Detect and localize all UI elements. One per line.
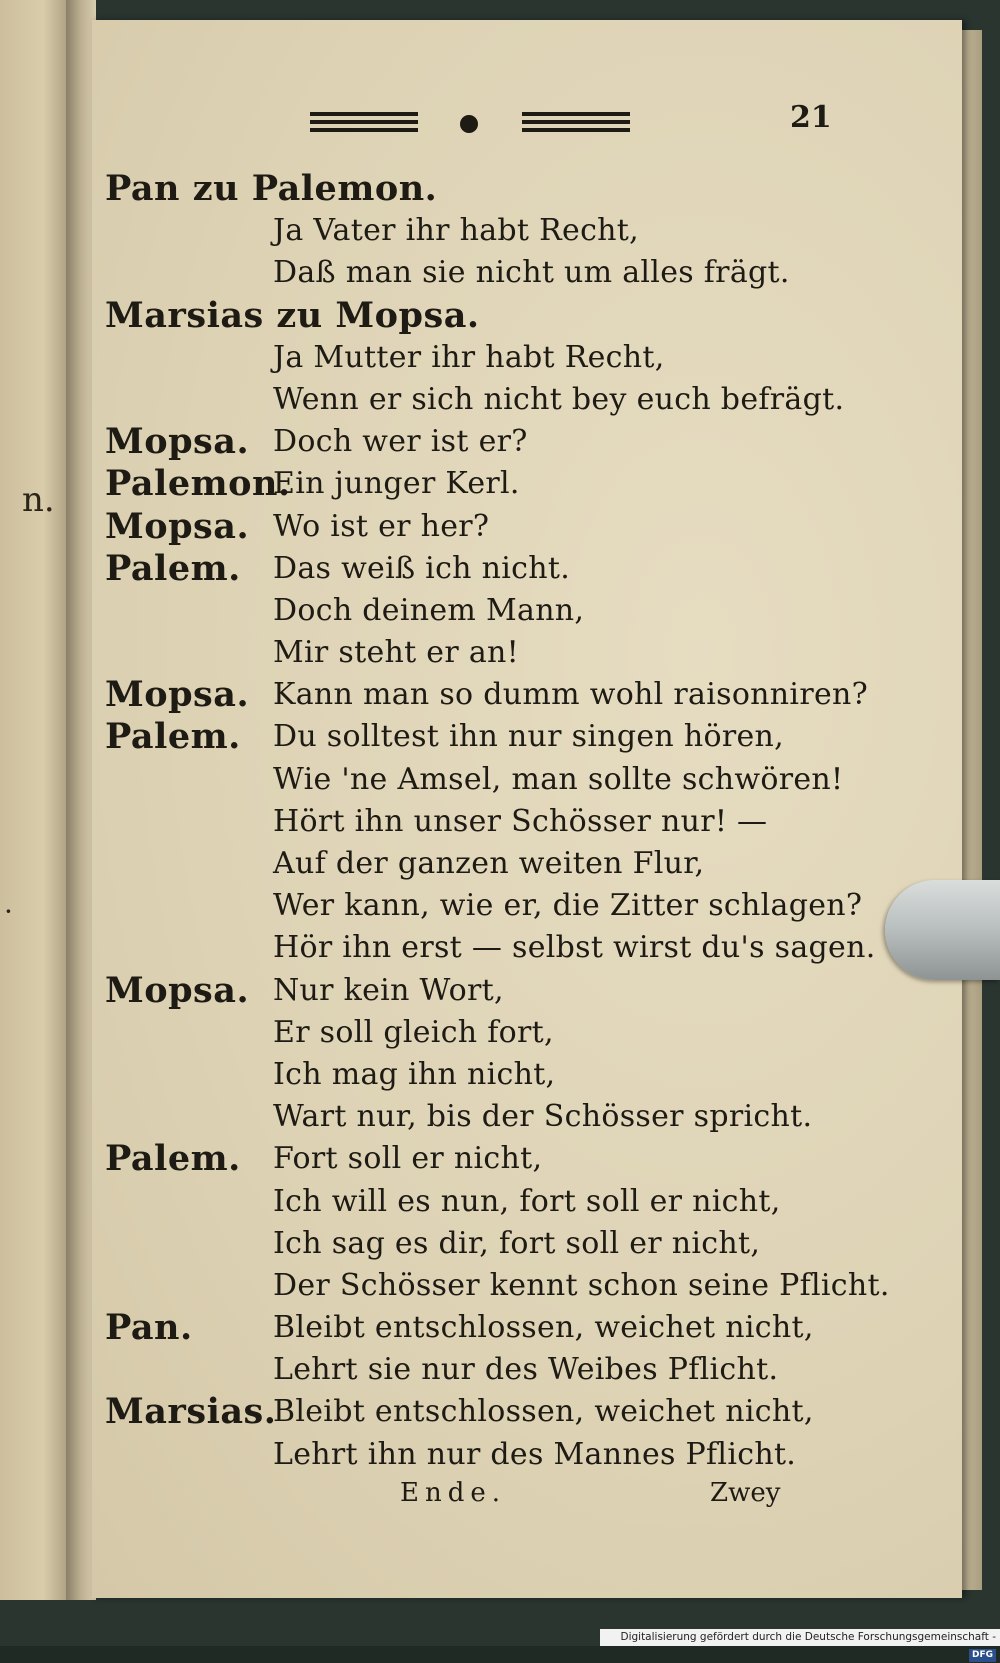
text-line — [105, 1223, 865, 1265]
page-footer — [105, 1478, 865, 1518]
page-number: 21 — [790, 100, 832, 135]
text-line — [105, 1434, 865, 1476]
text-line — [105, 1181, 865, 1223]
verse-text: Lehrt ihn nur des Mannes Pflicht. — [273, 1436, 797, 1472]
speaker-name: Pan zu Palemon. — [105, 168, 438, 209]
text-line — [105, 548, 865, 590]
ornament-rule — [310, 112, 418, 116]
text-line — [105, 674, 869, 716]
text-line — [105, 337, 865, 379]
speaker-name: Palemon. — [105, 463, 291, 505]
text-line — [105, 632, 865, 674]
verse-text: Der Schösser kennt schon seine Pflicht. — [273, 1267, 890, 1303]
verse-text: Bleibt entschlossen, weichet nicht, — [273, 1394, 814, 1430]
ornament-rule — [310, 128, 418, 132]
left-page — [0, 0, 72, 1600]
verse-text: Auf der ganzen weiten Flur, — [273, 846, 705, 881]
text-line — [105, 1096, 865, 1138]
verse-text: Kann man so dumm wohl raisonniren? — [273, 677, 869, 713]
header-ornament — [310, 108, 630, 138]
text-line — [105, 379, 865, 421]
verse-text: Bleibt entschlossen, weichet nicht, — [273, 1310, 814, 1346]
text-line — [105, 168, 865, 210]
text-line — [105, 252, 865, 294]
verse-text: Wenn er sich nicht bey euch befrägt. — [273, 381, 845, 417]
text-line — [105, 759, 865, 801]
text-line — [105, 1054, 865, 1096]
text-line — [105, 506, 865, 548]
text-line — [105, 801, 865, 843]
verse-text: Ich sag es dir, fort soll er nicht, — [273, 1225, 761, 1261]
verse-text: Hört ihn unser Schösser nur! — — [273, 803, 768, 839]
verse-text: Wer kann, wie er, die Zitter schlagen? — [273, 888, 863, 924]
speaker-name: Mopsa. — [105, 421, 250, 463]
speaker-name: Mopsa. — [105, 969, 250, 1011]
verse-text: Du solltest ihn nur singen hören, — [273, 719, 785, 755]
verse-text: Doch wer ist er? — [273, 424, 528, 460]
verse-text: Doch deinem Mann, — [273, 592, 585, 628]
text-line — [105, 843, 865, 885]
verse-text: Ich will es nun, fort soll er nicht, — [273, 1183, 781, 1219]
text-line — [105, 295, 865, 337]
speaker-name: Marsias zu Mopsa. — [105, 294, 480, 336]
ornament-dot — [460, 115, 478, 133]
verse-text: Wo ist er her? — [273, 508, 490, 544]
speaker-name: Pan. — [105, 1307, 193, 1349]
verse-text: Mir steht er an! — [273, 635, 520, 671]
ornament-rule — [522, 120, 630, 124]
verse-text: Ja Vater ihr habt Recht, — [273, 213, 639, 249]
text-line — [105, 463, 865, 505]
text-line — [105, 421, 865, 463]
text-line — [105, 210, 865, 252]
text-line — [105, 1012, 865, 1054]
speaker-name: Mopsa. — [105, 674, 250, 716]
dfg-banner — [600, 1629, 1000, 1660]
text-line — [105, 1138, 865, 1180]
footer-end-word: Ende. — [400, 1478, 507, 1508]
left-page-mark: · — [4, 895, 13, 928]
dfg-logo: DFG — [969, 1649, 996, 1662]
verse-text: Das weiß ich nicht. — [273, 550, 571, 586]
speaker-name: Mopsa. — [105, 505, 250, 547]
verse-text: Hör ihn erst — selbst wirst du's sagen. — [273, 930, 876, 966]
speaker-name: Palem. — [105, 547, 241, 589]
libretto-text — [105, 168, 890, 1476]
verse-text: Ich mag ihn nicht, — [273, 1056, 556, 1092]
ornament-rule — [522, 112, 630, 116]
text-line — [105, 885, 865, 927]
text-line — [105, 590, 865, 632]
verse-text: Fort soll er nicht, — [273, 1141, 543, 1177]
verse-text: Daß man sie nicht um alles frägt. — [273, 255, 790, 291]
text-line — [105, 1265, 890, 1307]
verse-text: Wie 'ne Amsel, man sollte schwören! — [273, 761, 844, 797]
dfg-banner-text: Digitalisierung gefördert durch die Deutsche Forschungsgemeinschaft - — [620, 1631, 996, 1643]
ornament-rule — [310, 120, 418, 124]
verse-text: Wart nur, bis der Schösser spricht. — [273, 1099, 813, 1135]
text-line — [105, 1349, 865, 1391]
catchword: Zwey — [710, 1478, 781, 1508]
page-clip — [885, 880, 1000, 980]
text-line — [105, 927, 876, 969]
verse-text: Ja Mutter ihr habt Recht, — [273, 339, 665, 375]
speaker-name: Marsias. — [105, 1391, 277, 1433]
verse-text: Lehrt sie nur des Weibes Pflicht. — [273, 1352, 779, 1388]
ornament-rule — [522, 128, 630, 132]
text-line — [105, 1391, 865, 1433]
left-page-text-fragment: n. — [22, 480, 55, 520]
verse-text: Er soll gleich fort, — [273, 1014, 554, 1050]
verse-text: Nur kein Wort, — [273, 972, 504, 1008]
text-line — [105, 1307, 865, 1349]
text-line — [105, 970, 865, 1012]
speaker-name: Palem. — [105, 716, 241, 758]
speaker-name: Palem. — [105, 1138, 241, 1180]
text-line — [105, 716, 865, 758]
verse-text: Ein junger Kerl. — [273, 466, 520, 502]
